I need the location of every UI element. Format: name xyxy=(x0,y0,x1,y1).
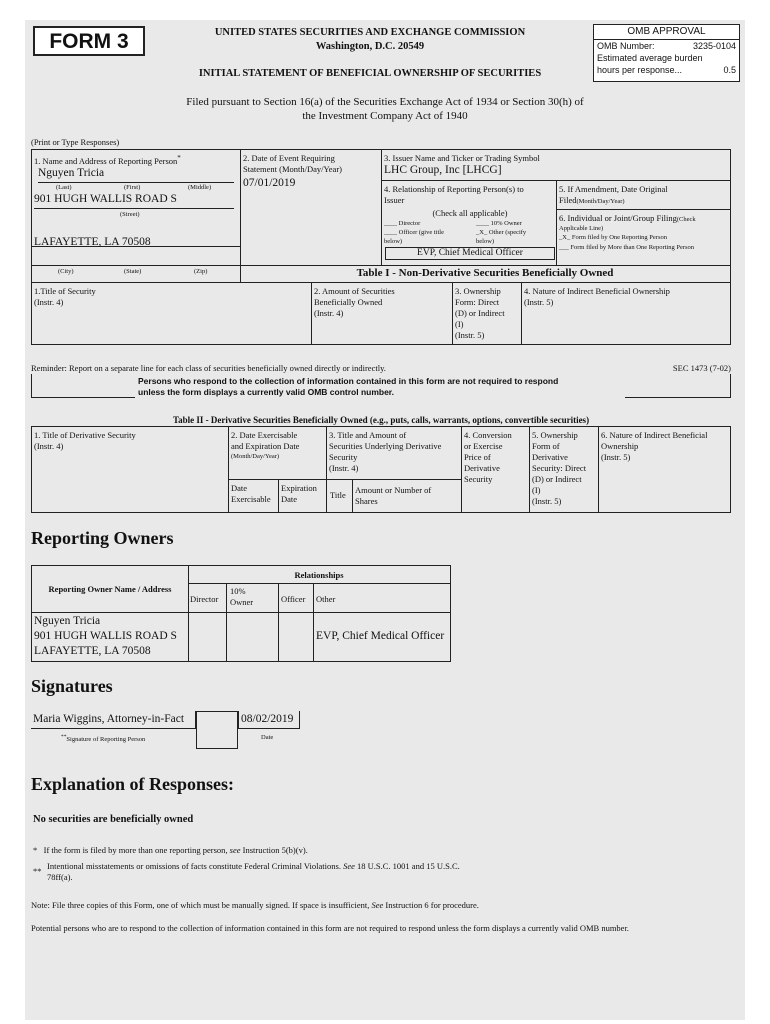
last-name-label: (Last) xyxy=(56,184,72,191)
reporting-person-name: Nguyen Tricia xyxy=(38,167,105,179)
signature-date-box xyxy=(238,711,300,729)
t2-c2a: 2. Date Exercisable xyxy=(231,430,298,440)
header-form-grid xyxy=(31,149,731,283)
footnote-1-see: see xyxy=(229,845,241,855)
signature-date: 08/02/2019 xyxy=(241,713,294,725)
omb-approval-box xyxy=(593,24,740,82)
state-label: (State) xyxy=(124,268,142,275)
t2-c1b: (Instr. 4) xyxy=(34,441,64,451)
box6-label-line2: Applicable Line) xyxy=(559,225,604,232)
reminder-text: Reminder: Report on a separate line for each class of securities beneficially owned directly or indirectly. xyxy=(31,363,386,373)
signature-blank-box xyxy=(196,711,238,749)
box4-label-line1: 4. Relationship of Reporting Person(s) to xyxy=(384,184,524,194)
note-see: See xyxy=(371,900,384,910)
signature-label xyxy=(61,734,145,743)
box5-label-line2 xyxy=(559,195,625,207)
signature-date-label: Date xyxy=(261,734,274,741)
filed-pursuant-line1: Filed pursuant to Section 16(a) of the Securities Exchange Act of 1934 or Section 30(h) of xyxy=(186,96,584,108)
sec-number: SEC 1473 (7-02) xyxy=(672,363,731,373)
table1-header xyxy=(31,282,731,345)
persons-notice-line1: Persons who respond to the collection of information contained in this form are not required to respond xyxy=(138,376,559,386)
reporting-person-street: 901 HUGH WALLIS ROAD S xyxy=(34,193,177,205)
footnote-1-ref: Instruction 5(b)(v). xyxy=(242,845,308,855)
middle-name-label: (Middle) xyxy=(188,184,212,191)
footnote-2-mark: ** xyxy=(33,866,42,876)
footnote-2-see: See xyxy=(343,861,355,871)
t2-c5d: Security: Direct xyxy=(532,463,587,473)
footnote-1 xyxy=(33,845,308,856)
t2-c3c: Security xyxy=(329,452,358,462)
ro-ten-pct-header2: Owner xyxy=(230,597,254,607)
footnote-2-ref: 18 U.S.C. 1001 and 15 U.S.C. xyxy=(357,861,460,871)
t1-col4: 4. Nature of Indirect Beneficial Ownership xyxy=(524,286,670,296)
ro-row-name: Nguyen Tricia xyxy=(34,615,101,627)
footnote-2-text: Intentional misstatements or omissions of facts constitute Federal Criminal Violations. xyxy=(47,861,341,871)
reminder-left-box xyxy=(31,374,135,398)
footnote-2 xyxy=(47,861,547,883)
omb-hours-value: 0.5 xyxy=(723,65,736,75)
table2-header xyxy=(31,426,731,513)
t1-col3d: (I) xyxy=(455,319,464,329)
street-label: (Street) xyxy=(120,211,140,218)
three-copies-note xyxy=(31,900,479,911)
persons-notice-line2: unless the form displays a currently valid OMB control number. xyxy=(138,387,395,397)
ro-relationships-header: Relationships xyxy=(294,570,344,580)
ro-row-other: EVP, Chief Medical Officer xyxy=(316,630,445,642)
box1-label-mark: * xyxy=(177,154,181,162)
director-option: ____ Director xyxy=(384,220,421,227)
t2-c5a: 5. Ownership xyxy=(532,430,578,440)
other-label: Other (specify xyxy=(488,229,527,236)
ro-ten-pct-header: 10% xyxy=(230,586,246,596)
one-reporting-person-option: _X_ Form filed by One Reporting Person xyxy=(559,234,667,241)
t1-col1b: (Instr. 4) xyxy=(34,297,64,307)
footnote-1-mark: * xyxy=(33,845,38,855)
t2-c3e: Title xyxy=(330,490,346,500)
t2-c6c: (Instr. 5) xyxy=(601,452,631,462)
other-option: _X_ Other (specify xyxy=(476,229,527,236)
reporting-owners-heading: Reporting Owners xyxy=(31,528,174,548)
omb-number-value: 3235-0104 xyxy=(692,41,736,51)
box2-label-line1: 2. Date of Event Requiring xyxy=(243,153,335,163)
t2-c6b: Ownership xyxy=(601,441,639,451)
officer-option: ____ Officer (give title xyxy=(384,229,444,236)
box1-label xyxy=(34,153,181,167)
t2-c4e: Security xyxy=(464,474,493,484)
t2-c3d: (Instr. 4) xyxy=(329,463,359,473)
signature-name-box xyxy=(31,711,196,729)
box6-label-line1 xyxy=(559,213,696,225)
form-title: INITIAL STATEMENT OF BENEFICIAL OWNERSHIP OF SECURITIES xyxy=(198,68,542,79)
t2-c5b: Form of xyxy=(532,441,560,451)
ro-name-header: Reporting Owner Name / Address xyxy=(48,584,172,594)
multiple-persons-label: Form filed by More than One Reporting Person xyxy=(570,244,695,251)
t2-c2g: Date xyxy=(281,494,298,504)
box3-label: 3. Issuer Name and Ticker or Trading Symbol xyxy=(384,153,540,163)
t2-c2f: Expiration xyxy=(281,483,317,493)
omb-hours-label: hours per response... xyxy=(597,65,683,75)
t2-c4a: 4. Conversion xyxy=(464,430,512,440)
table1-title: Table I - Non-Derivative Securities Beneficially Owned xyxy=(356,267,614,279)
omb-title: OMB APPROVAL xyxy=(627,26,706,37)
box6-check: (Check xyxy=(676,216,696,223)
print-note: (Print or Type Responses) xyxy=(31,137,120,147)
t2-c2b: and Expiration Date xyxy=(231,441,300,451)
note-text: Note: File three copies of this Form, one of which must be manually signed. If space is insufficient, xyxy=(31,900,370,910)
potential-persons-note: Potential persons who are to respond to the collection of information contained in this form are not required to respond unless the form displays a currently valid OMB number. xyxy=(31,923,629,933)
t2-c2d: Date xyxy=(231,483,248,493)
signature-label-mark: ** xyxy=(61,734,67,740)
officer-label: Officer (give title xyxy=(398,229,444,236)
one-person-check-mark: X xyxy=(562,234,567,241)
event-date: 07/01/2019 xyxy=(243,177,296,189)
footnote-1-text: If the form is filed by more than one reporting person, xyxy=(43,845,228,855)
other-below: below) xyxy=(476,238,495,245)
relationship-title-box xyxy=(385,247,555,260)
zip-label: (Zip) xyxy=(194,268,208,275)
note-ref: Instruction 6 for procedure. xyxy=(385,900,479,910)
t1-col3e: (Instr. 5) xyxy=(455,330,485,340)
form-label-box xyxy=(33,26,145,56)
t1-col2c: (Instr. 4) xyxy=(314,308,344,318)
city-label: (City) xyxy=(58,268,74,275)
t2-c1a: 1. Title of Derivative Security xyxy=(34,430,136,440)
t2-c3a: 3. Title and Amount of xyxy=(329,430,407,440)
other-check-mark: X xyxy=(479,229,484,236)
ro-row-street: 901 HUGH WALLIS ROAD S xyxy=(34,630,177,642)
t1-col2b: Beneficially Owned xyxy=(314,297,383,307)
ro-other-header: Other xyxy=(316,594,336,604)
multiple-reporting-persons-option: ___ Form filed by More than One Reporting Person xyxy=(559,244,695,251)
t2-c3f: Amount or Number of xyxy=(355,485,432,495)
reporting-person-city: LAFAYETTE, LA 70508 xyxy=(34,236,151,248)
t2-c5g: (Instr. 5) xyxy=(532,496,562,506)
box5-date-format: (Month/Day/Year) xyxy=(576,198,625,205)
footnote-2-ref2: 78ff(a). xyxy=(47,872,73,882)
officer-below: below) xyxy=(384,238,403,245)
ten-pct-owner-option: ____ 10% Owner xyxy=(476,220,522,227)
t2-c4d: Derivative xyxy=(464,463,500,473)
t1-col3c: (D) or Indirect xyxy=(455,308,505,318)
one-person-label: Form filed by One Reporting Person xyxy=(571,234,667,241)
table2-title: Table II - Derivative Securities Beneficially Owned (e.g., puts, calls, warrants, options, convertible securities) xyxy=(172,415,590,425)
t1-col1: 1.Title of Security xyxy=(34,286,96,296)
filed-pursuant-line2: the Investment Company Act of 1940 xyxy=(302,110,468,122)
t2-c2c: (Month/Day/Year) xyxy=(231,453,280,460)
reporting-owners-table xyxy=(31,565,451,662)
ro-row-city: LAFAYETTE, LA 70508 xyxy=(34,645,151,657)
t1-col4b: (Instr. 5) xyxy=(524,297,554,307)
issuer-name: LHC Group, Inc [LHCG] xyxy=(384,164,502,176)
form-label: FORM 3 xyxy=(49,30,129,53)
t2-c2e: Exercisable xyxy=(231,494,271,504)
omb-number-label: OMB Number: xyxy=(597,41,655,51)
t2-c3b: Securities Underlying Derivative xyxy=(329,441,442,451)
ten-pct-owner-label: 10% Owner xyxy=(490,220,522,227)
ro-director-header: Director xyxy=(190,594,219,604)
ro-officer-header: Officer xyxy=(281,594,306,604)
t2-c4c: Price of xyxy=(464,452,491,462)
box6-label: 6. Individual or Joint/Group Filing xyxy=(559,213,677,223)
no-securities-note: No securities are beneficially owned xyxy=(33,814,194,825)
t2-c5c: Derivative xyxy=(532,452,568,462)
box2-label-line2: Statement (Month/Day/Year) xyxy=(243,164,342,174)
t1-col2: 2. Amount of Securities xyxy=(314,286,395,296)
form-page xyxy=(25,20,745,1020)
box5-label-line1: 5. If Amendment, Date Original xyxy=(559,184,668,194)
t2-c3g: Shares xyxy=(355,496,378,506)
box4-label-line2: Issuer xyxy=(384,195,405,205)
signature-label-text: Signature of Reporting Person xyxy=(66,736,146,744)
director-label: Director xyxy=(398,220,421,227)
check-all-applicable: (Check all applicable) xyxy=(432,208,508,218)
t1-col3b: Form: Direct xyxy=(455,297,500,307)
agency-location: Washington, D.C. 20549 xyxy=(315,41,425,52)
box1-label-text: 1. Name and Address of Reporting Person xyxy=(34,155,178,166)
signature-name: Maria Wiggins, Attorney-in-Fact xyxy=(33,713,185,725)
reminder-right-box xyxy=(625,374,731,398)
agency-name: UNITED STATES SECURITIES AND EXCHANGE COMMISSION xyxy=(214,27,526,38)
first-name-label: (First) xyxy=(124,184,141,191)
signatures-heading: Signatures xyxy=(31,676,113,696)
t2-c5e: (D) or Indirect xyxy=(532,474,582,484)
t1-col3a: 3. Ownership xyxy=(455,286,501,296)
t2-c6a: 6. Nature of Indirect Beneficial xyxy=(601,430,708,440)
t2-c4b: or Exercise xyxy=(464,441,503,451)
t2-c5f: (I) xyxy=(532,485,541,495)
explanation-heading: Explanation of Responses: xyxy=(31,774,235,794)
box5-filed: Filed xyxy=(559,195,577,205)
relationship-title: EVP, Chief Medical Officer xyxy=(417,248,523,258)
omb-burden-label: Estimated average burden xyxy=(597,53,703,63)
